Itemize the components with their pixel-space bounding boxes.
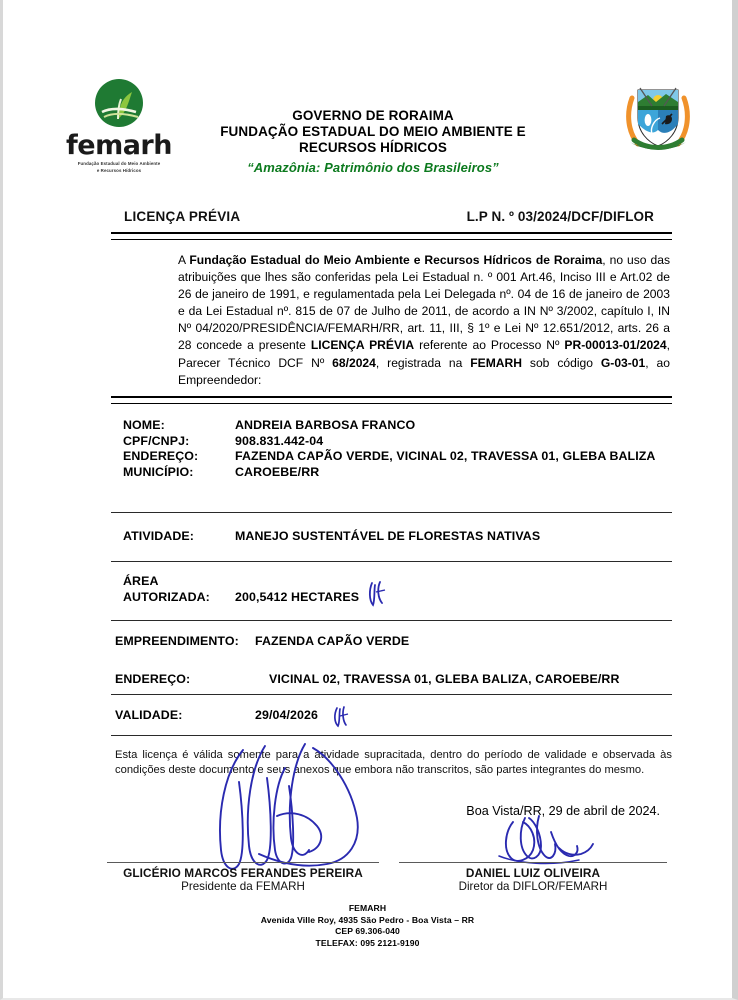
signature-block-president xyxy=(107,862,379,894)
para-seg-8: 68/2024 xyxy=(332,355,376,370)
divider-entity-top xyxy=(111,396,672,404)
org-line-water: RECURSOS HÍDRICOS xyxy=(299,140,447,155)
para-seg-3: , no uso das atribuições que lhes são conferidas pela Lei Estadual n. º 001 Art.46, Inciso III e Art.02 de 26 de janeiro de 1991, e regulamentada pela Lei Delegada nº. 04 de 16 de janeiro de 2003 e da Lei Estadual nº. 815 de 07 de Julho de 2011, de acordo a IN Nº 3/2002, capítulo I, IN Nº 04/2020/PRESIDÊNCIA/FEMARH/RR, art. 11, III, § 1º e Lei Nº 12.651/2012, arts. 26 a 28 concede a presente xyxy=(178,253,671,353)
value-validade-text: 29/04/2026 xyxy=(255,708,319,722)
label-area-line1: ÁREA xyxy=(123,574,159,588)
handwritten-initial-area-icon xyxy=(365,580,391,608)
label-endereco: ENDEREÇO: xyxy=(123,449,199,464)
label-enterprise-endereco: ENDEREÇO: xyxy=(115,671,191,686)
footer-org: FEMARH xyxy=(348,903,387,913)
activity-block xyxy=(123,529,672,545)
value-empreendimento: FAZENDA CAPÃO VERDE xyxy=(255,634,410,648)
roraima-coat-of-arms-icon xyxy=(622,80,694,160)
signature-block-director xyxy=(399,862,667,894)
para-seg-5: referente ao Processo Nº xyxy=(414,338,565,353)
value-endereco: FAZENDA CAPÃO VERDE, VICINAL 02, TRAVESSA 01, GLEBA BALIZA xyxy=(235,449,656,464)
entity-details-block xyxy=(123,418,672,480)
signature-role-president: Presidente da FEMARH xyxy=(181,880,305,893)
femarh-logo-subtitle-line2: e Recursos Hídricos xyxy=(96,167,142,173)
label-atividade: ATIVIDADE: xyxy=(123,529,194,543)
field-row-area xyxy=(123,574,672,605)
value-area-text: 200,5412 HECTARES xyxy=(235,589,360,604)
value-enterprise-endereco: VICINAL 02, TRAVESSA 01, GLEBA BALIZA, CAROEBE/RR xyxy=(269,671,620,686)
place-and-date: Boa Vista/RR, 29 de abril de 2024. xyxy=(466,804,660,818)
organization-heading xyxy=(153,108,593,175)
para-seg-10: FEMARH xyxy=(470,355,522,370)
authorized-area-block xyxy=(123,574,672,605)
field-row-municipio xyxy=(123,465,672,481)
label-nome: NOME: xyxy=(123,418,165,432)
value-municipio: CAROEBE/RR xyxy=(235,464,320,479)
label-validade: VALIDADE: xyxy=(115,708,183,722)
label-empreendimento: EMPREENDIMENTO: xyxy=(115,634,239,648)
legal-basis-paragraph xyxy=(178,252,670,389)
para-seg-9: , registrada na xyxy=(375,355,471,370)
value-nome: ANDREIA BARBOSA FRANCO xyxy=(235,418,416,432)
signature-line-president xyxy=(107,862,379,863)
para-seg-6: PR-00013-01/2024 xyxy=(564,338,667,353)
divider-validity-top xyxy=(111,694,672,695)
value-area xyxy=(235,574,672,605)
divider-top xyxy=(111,232,672,240)
validity-block xyxy=(115,708,672,724)
label-cpf: CPF/CNPJ: xyxy=(123,433,190,448)
handwritten-initial-validity-icon xyxy=(331,705,353,729)
para-seg-13: , ao Empreendedor: xyxy=(178,355,670,387)
license-title-row xyxy=(111,209,654,231)
value-cpf: 908.831.442-04 xyxy=(235,433,324,448)
field-row-endereco xyxy=(123,449,672,465)
femarh-leaf-icon xyxy=(88,78,150,130)
org-line-government: GOVERNO DE RORAIMA xyxy=(292,108,454,123)
para-seg-1: A xyxy=(178,253,190,267)
field-row-cpf xyxy=(123,434,672,450)
para-seg-4: LICENÇA PRÉVIA xyxy=(310,338,415,353)
label-area xyxy=(123,574,235,605)
org-motto: “Amazônia: Patrimônio dos Brasileiros” xyxy=(247,160,499,175)
femarh-logo-subtitle-line1: Fundação Estadual do Meio Ambiente xyxy=(77,161,161,166)
value-validade xyxy=(255,708,672,724)
divider-activity-top xyxy=(111,512,672,513)
signature-name-director: DANIEL LUIZ OLIVEIRA xyxy=(465,866,601,880)
para-seg-2: Fundação Estadual do Meio Ambiente e Recursos Hídricos de Roraima xyxy=(189,253,603,267)
signature-name-president: GLICÉRIO MARCOS FERANDES PEREIRA xyxy=(123,866,363,880)
divider-area-top xyxy=(111,561,672,562)
field-row-enterprise-endereco xyxy=(115,672,672,688)
label-municipio: MUNICÍPIO: xyxy=(123,464,194,479)
divider-note-top xyxy=(111,735,672,736)
field-row-empreendimento xyxy=(115,634,672,650)
validity-note: Esta licença é válida somente para a atividade supracitada, dentro do período de validade e observada às condições deste documento e seus anexos que embora não transcritos, são partes integrantes do mesmo. xyxy=(115,749,672,776)
org-line-foundation: FUNDAÇÃO ESTADUAL DO MEIO AMBIENTE E xyxy=(220,124,526,139)
license-type-title: LICENÇA PRÉVIA xyxy=(124,209,241,224)
footer-cep: CEP 69.306-040 xyxy=(335,926,400,937)
signature-role-director: Diretor da DIFLOR/FEMARH xyxy=(458,880,608,893)
para-seg-11: sob código xyxy=(521,355,601,370)
value-atividade: MANEJO SUSTENTÁVEL DE FLORESTAS NATIVAS xyxy=(235,529,541,543)
footer-telefax: TELEFAX: 095 2121-9190 xyxy=(315,937,420,948)
document-footer xyxy=(3,903,732,949)
enterprise-block xyxy=(115,634,672,687)
document-header xyxy=(3,72,732,187)
para-seg-12: G-03-01 xyxy=(600,355,646,370)
para-seg-7: , Parecer Técnico DCF Nº xyxy=(178,338,670,370)
femarh-wordmark: femarh xyxy=(66,130,172,161)
signature-line-director xyxy=(399,862,667,863)
field-row-nome xyxy=(123,418,672,434)
field-row-atividade xyxy=(123,529,672,545)
footer-address: Avenida Ville Roy, 4935 São Pedro - Boa Vista – RR xyxy=(260,914,475,925)
label-area-line2: AUTORIZADA: xyxy=(123,589,210,604)
divider-enterprise-top xyxy=(111,620,672,621)
field-row-validade xyxy=(115,708,672,724)
license-number: L.P N. º 03/2024/DCF/DIFLOR xyxy=(466,209,654,224)
